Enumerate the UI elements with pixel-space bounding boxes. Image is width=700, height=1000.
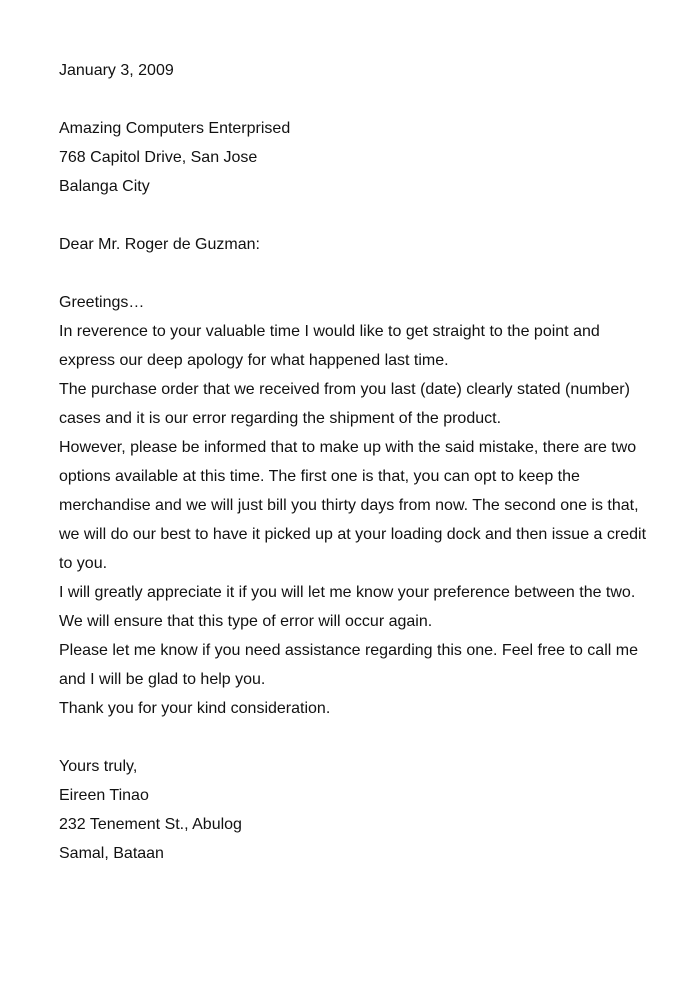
letter-document [59,56,659,868]
letter-date: January 3, 2009 [59,62,174,79]
recipient-company: Amazing Computers Enterprised [59,120,291,137]
body-paragraph: The purchase order that we received from you last (date) clearly stated (number) cases and it is our error regarding the shipment of the product. [59,381,630,427]
spacer [59,201,659,230]
salutation: Dear Mr. Roger de Guzman: [59,236,260,253]
signature-block [59,752,659,868]
closing: Yours truly, [59,758,138,775]
body-paragraph: However, please be informed that to make up with the said mistake, there are two options available at this time. The first one is that, you can opt to keep the merchandise and we will just bill you thirty days from now. The second one is that, we will do our best to have it picked up at your loading dock and then issue a credit to you. [59,439,647,572]
spacer [59,259,659,288]
body-paragraph: We will ensure that this type of error will occur again. [59,613,433,630]
body-paragraph: I will greatly appreciate it if you will let me know your preference between the two. [59,584,636,601]
sender-street: 232 Tenement St., Abulog [59,816,242,833]
spacer [59,85,659,114]
spacer [59,723,659,752]
body-paragraph: Please let me know if you need assistance regarding this one. Feel free to call me and I will be glad to help you. [59,642,638,688]
greeting: Greetings… [59,294,145,311]
sender-city: Samal, Bataan [59,845,164,862]
recipient-address [59,114,659,201]
letter-body [59,288,659,723]
recipient-city: Balanga City [59,178,150,195]
body-paragraph: Thank you for your kind consideration. [59,700,331,717]
sender-name: Eireen Tinao [59,787,149,804]
recipient-street: 768 Capitol Drive, San Jose [59,149,258,166]
body-paragraph: In reverence to your valuable time I would like to get straight to the point and express our deep apology for what happened last time. [59,323,600,369]
